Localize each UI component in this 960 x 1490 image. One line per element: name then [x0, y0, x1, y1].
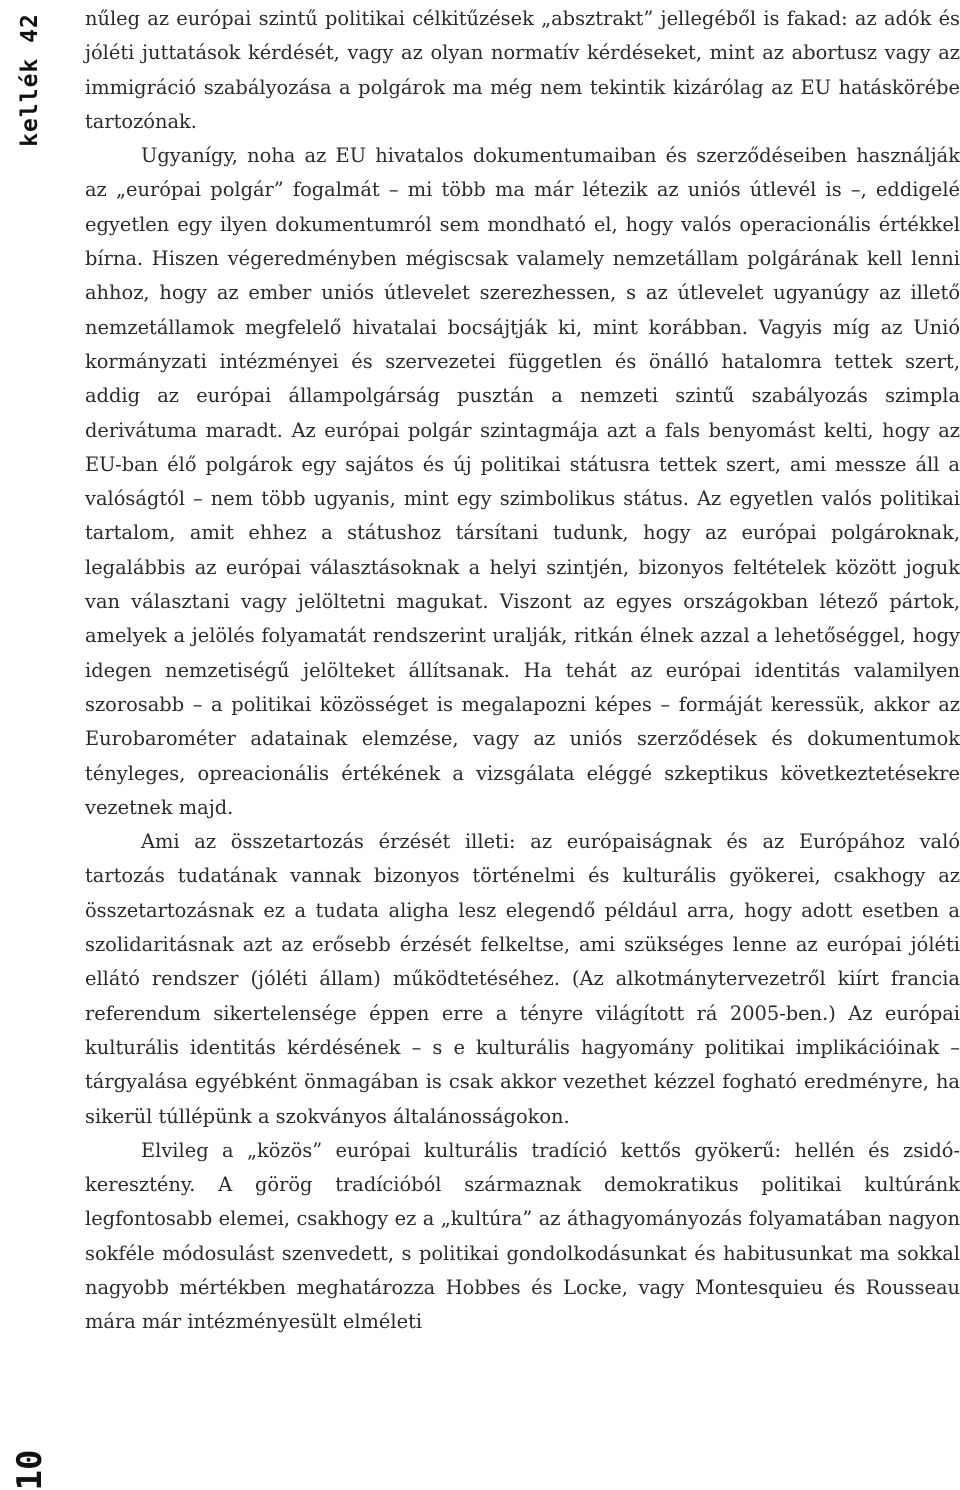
page-number: 10 [10, 1449, 50, 1490]
paragraph-continuation: nűleg az európai szintű politikai célkitűzések „absztrakt” jellegéből is fakad: az adók és jóléti juttatások kérdését, vagy az olyan normatív kérdéseket, mint az abortusz vagy az immigráció szabályozása a polgárok ma még nem tekintik kizárólag az EU hatáskörébe tartozónak. [85, 7, 960, 133]
page-margin [0, 0, 60, 1490]
paragraph: Ugyanígy, noha az EU hivatalos dokumentumaiban és szerződéseiben használják az „európai polgár” fogalmát – mi több ma már létezik az uniós útlevél is –, eddigelé egyetlen egy ilyen dokumentumról sem mondható el, hogy valós operacionális értékkel bírna. Hiszen végeredményben mégiscsak valamely nemzetállam polgárának kell lenni ahhoz, hogy az ember uniós útlevelet szerezhessen, s az útlevelet ugyanúgy az illető nemzetállamok megfelelő hivatalai bocsájtják ki, mint korábban. Vagyis míg az Unió kormányzati intézményei és szervezetei független és önálló hatalomra tettek szert, addig az európai állampolgárság pusztán a nemzeti szintű szabályozás szimpla derivátuma maradt. Az európai polgár szintagmája azt a fals benyomást kelti, hogy az EU-ban élő polgárok egy sajátos és új politikai státusra tettek szert, ami messze áll a valóságtól – nem több ugyanis, mint egy szimbolikus státus. Az egyetlen valós politikai tartalom, amit ehhez a státushoz társítani tudunk, hogy az európai polgároknak, legalábbis az európai választásoknak a helyi szintjén, bizonyos feltételek között joguk van választani vagy jelöltetni magukat. Viszont az egyes országokban létező pártok, amelyek a jelölés folyamatát rendszerint uralják, ritkán élnek azzal a lehetőséggel, hogy idegen nemzetiségű jelölteket állítsanak. Ha tehát az európai identitás valamilyen szorosabb – a politikai közösséget is megalapozni képes – formáját keressük, akkor az Eurobarométer adatainak elemzése, vagy az uniós szerződések és dokumentumok tényleges, opreacionális értékének a vizsgálata eléggé szkeptikus következtetésekre vezetnek majd. [85, 144, 960, 819]
running-head: kellék 42 [17, 13, 43, 147]
paragraph: Elvileg a „közös” európai kulturális tradíció kettős gyökerű: hellén és zsidó-keresztény. A görög tradícióból származnak demokratikus politikai kultúránk legfontosabb elemei, csakhogy ez a „kultúra” az áthagyományozás folyamatában nagyon sokféle módosulást szenvedett, s politikai gondolkodásunkat és habitusunkat ma sokkal nagyobb mértékben meghatározza Hobbes és Locke, vagy Montesquieu és Rousseau mára már intézményesült elméleti [85, 1138, 960, 1334]
paragraph: Ami az összetartozás érzését illeti: az európaiságnak és az Európához való tartozás tudatának vannak bizonyos történelmi és kulturális gyökerei, csakhogy az összetartozásnak ez a tudata aligha lesz elegendő például arra, hogy adott esetben a szolidaritásnak azt az erősebb érzését felkeltse, ami szükséges lenne az európai jóléti ellátó rendszer (jóléti állam) működtetéséhez. (Az alkotmánytervezetről kiírt francia referendum sikertelensége éppen erre a tényre világított rá 2005-ben.) Az európai kulturális identitás kérdésének – s e kulturális hagyomány politikai implikációinak – tárgyalása egyébként önmagában is csak akkor vezethet kézzel fogható eredményre, ha sikerül túllépünk a szokványos általánosságokon. [85, 830, 960, 1128]
article-body [85, 2, 960, 1340]
